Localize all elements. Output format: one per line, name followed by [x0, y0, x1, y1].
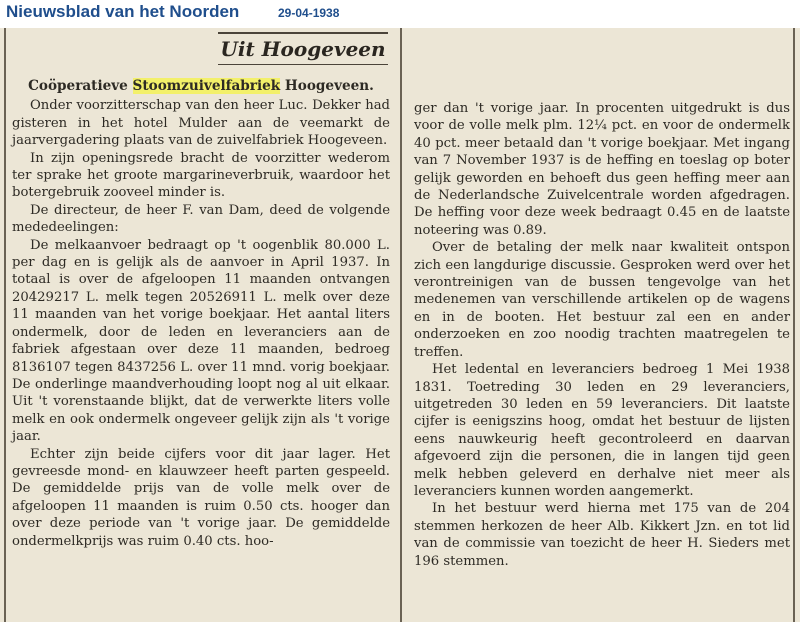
article-headline: [12, 78, 390, 95]
article-paragraph: ger dan 't vorige jaar. In procenten uitgedrukt is dus voor de volle melk plm. 12¼ pct. en voor de ondermelk 40 pct. meer betaald dan 't vorige boekjaar. Met ingang van 7 November 1937 is de heffing en toeslag op boter gelijk geworden en behoeft dus geen heffing meer aan de Nederlandsche Zuivelcentrale worden afgedragen. De heffing voor deze week bedraagt 0.45 en de laatste noteering was 0.89.: [414, 101, 790, 238]
column-rule-left: [4, 28, 6, 622]
column-rule-right: [793, 28, 795, 622]
article-column-right: [414, 100, 790, 570]
article-paragraph: De melkaanvoer bedraagt op 't oogenblik 80.000 L. per dag en is gelijk als de aanvoer in April 1937. In totaal is over de afgeloopen 11 maanden ontvangen 20429217 L. melk tegen 20526911 L. melk over deze 11 maanden van het vorige boekjaar. Het aantal liters ondermelk, door de leden en leveranciers aan de fabriek afgestaan over deze 11 maanden, bedroeg 8136107 tegen 8437256 L. over 11 mnd. vorig boekjaar. De onderlinge maandverhouding loopt nog al uit elkaar. Uit 't vorenstaande blijkt, dat de verwerkte liters volle melk en ook ondermelk ongeveer gelijk zijn als 't vorige jaar.: [12, 237, 390, 445]
publication-date: 29-04-1938: [278, 6, 340, 20]
article-paragraph: De directeur, de heer F. van Dam, deed de volgende mededeelingen:: [12, 202, 390, 236]
article-paragraph: Onder voorzitterschap van den heer Luc. Dekker had gisteren in het hotel Mulder aan de veemarkt de jaarvergadering plaats van de zuivelfabriek Hoogeveen.: [12, 98, 390, 149]
newspaper-name: Nieuwsblad van het Noorden: [6, 2, 240, 21]
page-header: [0, 0, 800, 28]
section-title: Uit Hoogeveen: [218, 32, 388, 65]
newspaper-clipping: [0, 28, 800, 622]
article-paragraph: In het bestuur werd hierna met 175 van de 204 stemmen herkozen de heer Alb. Kikkert Jzn. en tot lid van de commissie van toezicht de heer H. Sieders met 196 stemmen.: [414, 501, 790, 569]
article-paragraph: Over de betaling der melk naar kwaliteit ontspon zich een langdurige discussie. Gesproken werd over het verontreinigen van de bussen tengevolge van het medenemen van verschillende artikelen op de wagens en in de booten. Het bestuur zal een en ander onderzoeken en zoo noodig trachten maatregelen te treffen.: [414, 240, 790, 360]
article-paragraph: Het ledental en leveranciers bedroeg 1 Mei 1938 1831. Toetreding 30 leden en 29 leveranciers, uitgetreden 30 leden en 59 leveranciers. Dit laatste cijfer is eenigszins hoog, omdat het bestuur de lijsten eens nauwkeurig heeft gecontroleerd en daarvan afgevoerd zijn die personen, die in langen tijd geen melk hebben geleverd en derhalve niet meer als leveranciers kunnen worden aangemerkt.: [414, 362, 790, 499]
article-column-left: [12, 78, 390, 550]
article-paragraph: In zijn openingsrede bracht de voorzitter wederom ter sprake het groote margarineverbruik, waardoor het botergebruik zooveel minder is.: [12, 150, 390, 201]
headline-part: Coöperatieve: [28, 78, 133, 94]
headline-highlight: Stoomzuivelfabriek: [132, 78, 281, 94]
article-paragraph: Echter zijn beide cijfers voor dit jaar lager. Het gevreesde mond- en klauwzeer heeft parten gespeeld. De gemiddelde prijs van de volle melk over de afgeloopen 11 maanden is ruim 0.50 cts. hooger dan over deze periode van 't vorige jaar. De gemiddelde ondermelkprijs was ruim 0.40 cts. hoo-: [12, 446, 390, 549]
column-rule-middle: [400, 28, 402, 622]
headline-part: Hoogeveen.: [280, 78, 374, 94]
